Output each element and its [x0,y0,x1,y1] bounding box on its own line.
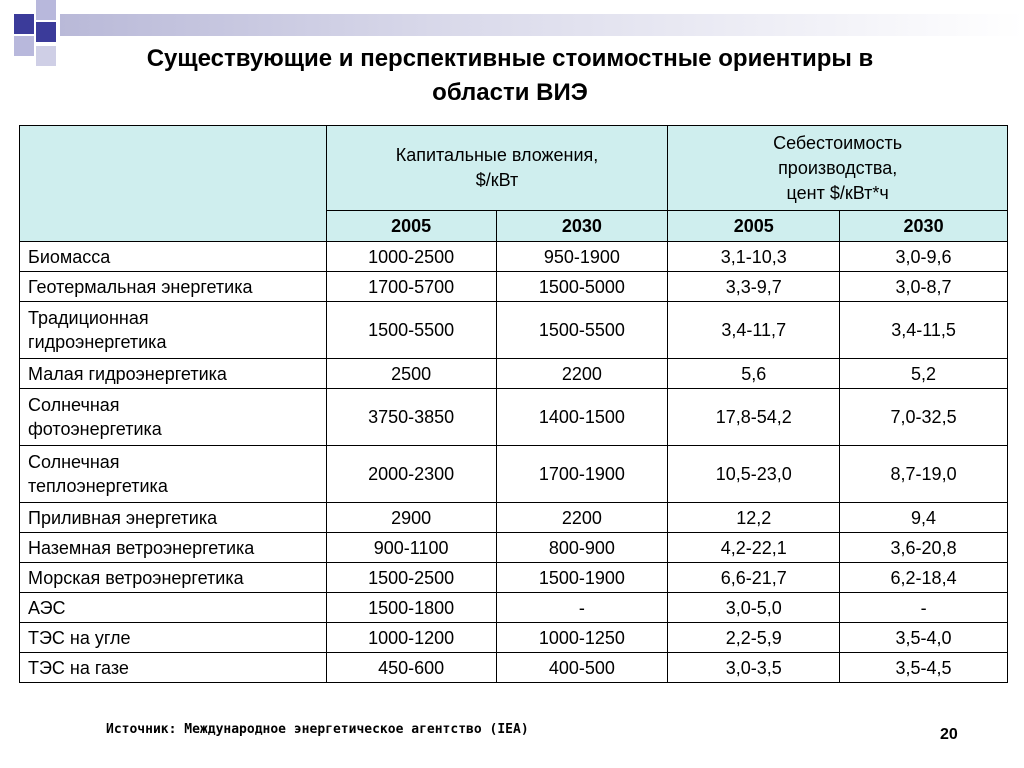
table-cell: - [496,593,668,623]
table-row [20,446,1008,503]
table-cell: 2200 [496,503,668,533]
row-label: ТЭС на газе [20,653,327,683]
table-cell: 1500-5000 [496,272,668,302]
table-row [20,359,1008,389]
table-cell: 3,0-5,0 [668,593,840,623]
table-cell: 3,0-8,7 [840,272,1008,302]
table-cell: 1700-5700 [326,272,496,302]
row-label: Морская ветроэнергетика [20,563,327,593]
table-cell: 2900 [326,503,496,533]
table-cell: 1500-2500 [326,563,496,593]
table-cell: 450-600 [326,653,496,683]
table-cell: 400-500 [496,653,668,683]
year-header: 2030 [496,211,668,242]
table-cell: 1700-1900 [496,446,668,503]
table-row [20,623,1008,653]
table-cell: 3750-3850 [326,389,496,446]
table-cell: 2200 [496,359,668,389]
table-cell: 1000-2500 [326,242,496,272]
table-cell: 1000-1250 [496,623,668,653]
table-cell: - [840,593,1008,623]
table-row [20,272,1008,302]
decor-square-light [14,36,34,56]
table-cell: 950-1900 [496,242,668,272]
capex-group-header [326,126,668,211]
row-label: Приливная энергетика [20,503,327,533]
table-cell: 1500-1900 [496,563,668,593]
row-label: Солнечная фотоэнергетика [20,389,327,446]
slide-title [60,42,960,110]
source-note: Источник: Международное энергетическое агентство (IEA) [106,722,529,737]
table-cell: 800-900 [496,533,668,563]
decor-square-dark [36,22,56,42]
table-cell: 2000-2300 [326,446,496,503]
header-gradient-bar [60,14,1024,36]
table-row [20,533,1008,563]
table-cell: 5,2 [840,359,1008,389]
row-label: Солнечная теплоэнергетика [20,446,327,503]
table-cell: 3,4-11,5 [840,302,1008,359]
table-cell: 3,3-9,7 [668,272,840,302]
table-cell: 2,2-5,9 [668,623,840,653]
table-body [20,242,1008,683]
table-row [20,503,1008,533]
corner-header-cell [20,126,327,242]
table-cell: 1500-5500 [496,302,668,359]
table-cell: 5,6 [668,359,840,389]
table-cell: 6,6-21,7 [668,563,840,593]
row-label: АЭС [20,593,327,623]
table-cell: 1000-1200 [326,623,496,653]
table-cell: 17,8-54,2 [668,389,840,446]
year-header: 2005 [668,211,840,242]
table-cell: 1500-5500 [326,302,496,359]
table-row [20,593,1008,623]
table-row [20,563,1008,593]
table-cell: 6,2-18,4 [840,563,1008,593]
table-cell: 900-1100 [326,533,496,563]
row-label: Геотермальная энергетика [20,272,327,302]
table-row [20,302,1008,359]
table-row [20,653,1008,683]
row-label: ТЭС на угле [20,623,327,653]
title-line-2: области ВИЭ [432,79,588,106]
year-header: 2030 [840,211,1008,242]
decor-square-dark [14,14,34,34]
table-cell: 2500 [326,359,496,389]
table-cell: 10,5-23,0 [668,446,840,503]
table-cell: 3,0-9,6 [840,242,1008,272]
table-cell: 3,1-10,3 [668,242,840,272]
table-cell: 8,7-19,0 [840,446,1008,503]
page-number: 20 [940,726,958,743]
title-line-1: Существующие и перспективные стоимостные ориентиры в [146,45,874,72]
table-cell: 1500-1800 [326,593,496,623]
table-cell: 7,0-32,5 [840,389,1008,446]
table-cell: 3,5-4,5 [840,653,1008,683]
table-cell: 9,4 [840,503,1008,533]
capex-group-label: Капитальные вложения, $/кВт [395,145,599,190]
cost-group-header [668,126,1008,211]
cost-group-label: Себестоимость производства, цент $/кВт*ч [773,132,903,203]
table-cell: 3,0-3,5 [668,653,840,683]
table-cell: 3,5-4,0 [840,623,1008,653]
row-label: Наземная ветроэнергетика [20,533,327,563]
table-row [20,242,1008,272]
table-cell: 3,4-11,7 [668,302,840,359]
decor-square-light [36,0,56,20]
decor-square-light [36,46,56,66]
row-label: Традиционная гидроэнергетика [20,302,327,359]
row-label: Биомасса [20,242,327,272]
row-label: Малая гидроэнергетика [20,359,327,389]
table-row [20,389,1008,446]
table-cell: 4,2-22,1 [668,533,840,563]
cost-table [19,125,1008,683]
table-cell: 12,2 [668,503,840,533]
table-cell: 1400-1500 [496,389,668,446]
table-cell: 3,6-20,8 [840,533,1008,563]
year-header: 2005 [326,211,496,242]
